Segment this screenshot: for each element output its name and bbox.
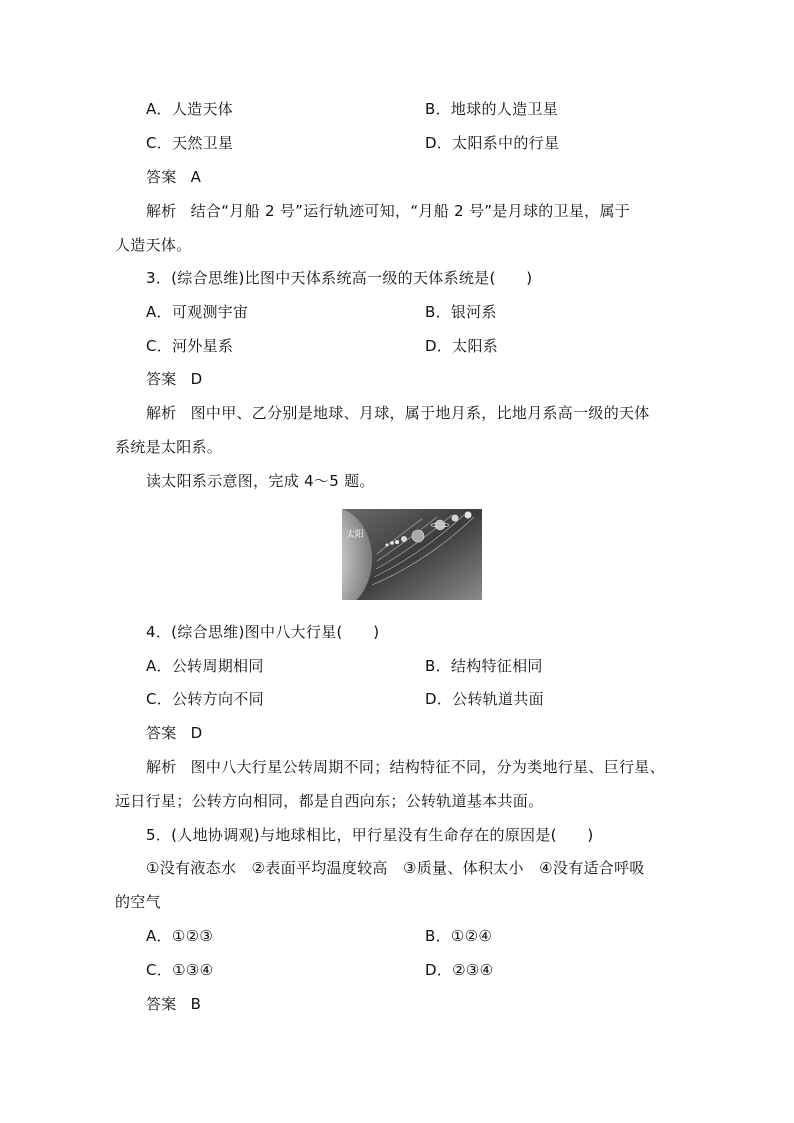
answer-value: A	[190, 168, 202, 186]
q4-option-a: A．公转周期相同	[146, 657, 264, 675]
analysis-text: 图中八大行星公转周期不同；结构特征不同，分为类地行星、巨行星、	[190, 758, 665, 776]
planet-neptune	[465, 512, 472, 519]
planet-mercury	[386, 544, 389, 547]
analysis-text: 图中甲、乙分别是地球、月球，属于地月系，比地月系高一级的天体	[190, 404, 650, 422]
q5-option-c: C．①③④	[146, 961, 214, 979]
figure-intro: 读太阳系示意图，完成 4～5 题。	[146, 472, 375, 490]
q3-stem: 3．(综合思维)比图中天体系统高一级的天体系统是( )	[146, 269, 533, 287]
planet-jupiter	[412, 530, 424, 542]
q3-analysis-line-2: 系统是太阳系。	[115, 438, 223, 456]
q3-analysis-line-1	[146, 403, 650, 423]
q3-option-c: C．河外星系	[146, 337, 234, 355]
q3-option-b: B．银河系	[425, 303, 497, 321]
q5-answer	[146, 994, 201, 1014]
answer-label: 答案	[146, 370, 177, 388]
planet-mars	[401, 536, 407, 542]
sun-label: 太阳	[346, 530, 365, 540]
q5-stem-line-3: 的空气	[115, 893, 161, 911]
q4-stem: 4．(综合思维)图中八大行星( )	[146, 623, 380, 641]
answer-value: B	[190, 995, 202, 1013]
q2-option-b: B．地球的人造卫星	[425, 100, 558, 118]
analysis-label: 解析	[146, 404, 177, 422]
analysis-text: 结合“月船 2 号”运行轨迹可知，“月船 2 号”是月球的卫星，属于	[190, 202, 631, 220]
q3-option-a: A．可观测宇宙	[146, 303, 249, 321]
planet-uranus	[452, 515, 459, 522]
q2-option-a: A．人造天体	[146, 100, 234, 118]
planet-venus	[390, 541, 394, 545]
q5-stem: 5．(人地协调观)与地球相比，甲行星没有生命存在的原因是( )	[146, 826, 594, 844]
q5-option-b: B．①②④	[425, 927, 493, 945]
answer-label: 答案	[146, 168, 177, 186]
q2-analysis-line-1	[146, 201, 630, 221]
q4-option-d: D．公转轨道共面	[425, 690, 544, 708]
q4-option-b: B．结构特征相同	[425, 657, 543, 675]
q5-option-a: A．①②③	[146, 927, 214, 945]
q2-option-d: D．太阳系中的行星	[425, 134, 560, 152]
answer-value: D	[190, 724, 203, 742]
answer-label: 答案	[146, 724, 177, 742]
solar-system-figure	[342, 509, 482, 600]
planet-saturn	[435, 520, 445, 530]
answer-label: 答案	[146, 995, 177, 1013]
planet-earth	[395, 540, 399, 544]
q2-answer	[146, 167, 201, 187]
analysis-label: 解析	[146, 758, 177, 776]
analysis-label: 解析	[146, 202, 177, 220]
answer-value: D	[190, 370, 203, 388]
q3-answer	[146, 369, 202, 389]
q2-analysis-line-2: 人造天体。	[115, 236, 192, 254]
q4-option-c: C．公转方向不同	[146, 690, 264, 708]
q2-option-c: C．天然卫星	[146, 134, 234, 152]
q4-analysis-line-2: 远日行星；公转方向相同，都是自西向东；公转轨道基本共面。	[115, 792, 544, 810]
q4-answer	[146, 723, 202, 743]
q3-option-d: D．太阳系	[425, 337, 499, 355]
q5-stem-line-2: ①没有液态水 ②表面平均温度较高 ③质量、体积太小 ④没有适合呼吸	[146, 859, 645, 877]
q5-option-d: D．②③④	[425, 961, 494, 979]
q4-analysis-line-1	[146, 757, 665, 777]
